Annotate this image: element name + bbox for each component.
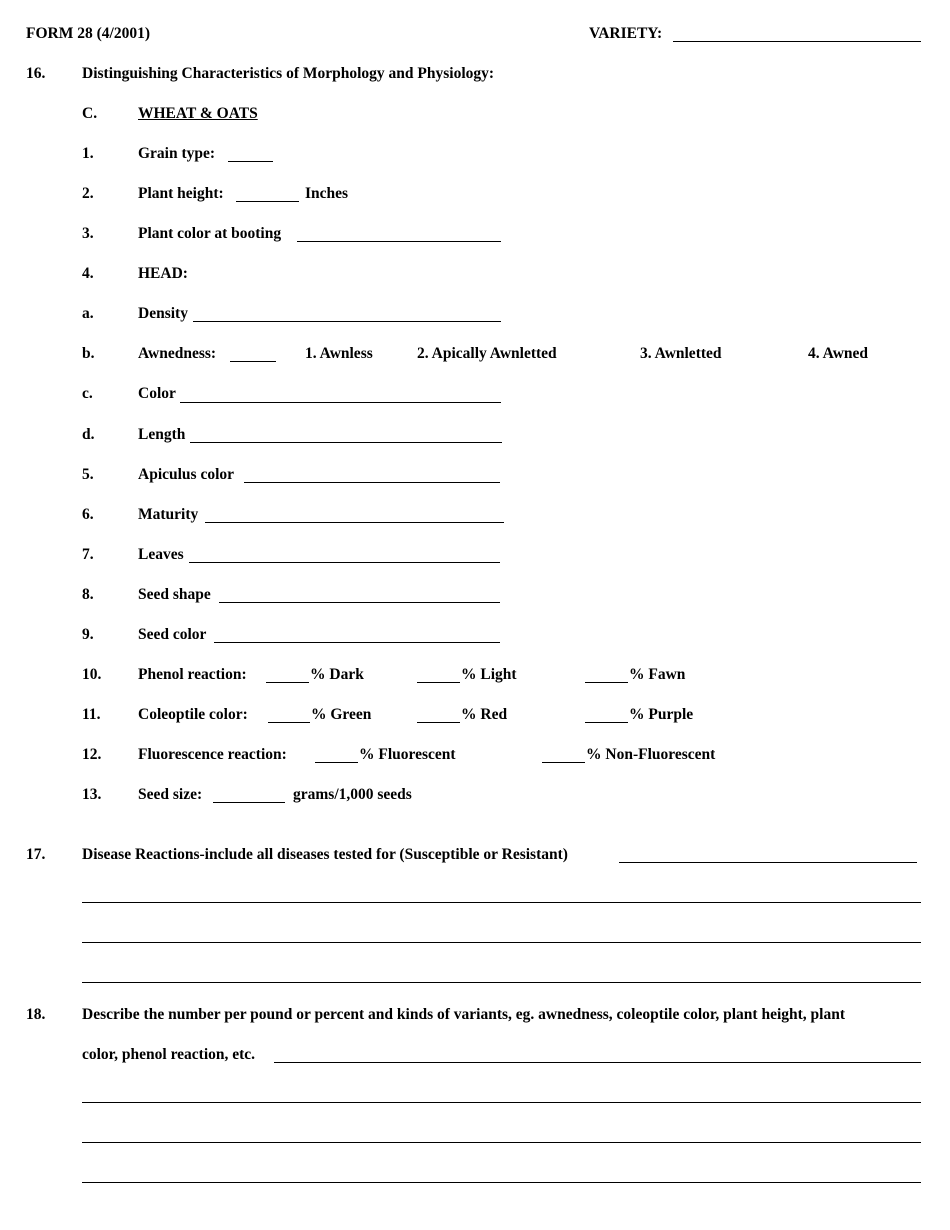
plant-height-label: Plant height: — [138, 185, 224, 202]
item-12-number: 12. — [82, 746, 102, 763]
section-18-number: 18. — [26, 1006, 46, 1023]
non-fluorescent-label: % Non-Fluorescent — [586, 746, 716, 763]
leaves-field[interactable] — [189, 562, 500, 563]
head-color-label: Color — [138, 385, 176, 402]
item-4-number: 4. — [82, 265, 94, 282]
subsection-c-title: WHEAT & OATS — [138, 105, 258, 122]
awnedness-field[interactable] — [230, 361, 276, 362]
fluorescent-field[interactable] — [315, 762, 358, 763]
phenol-light-field[interactable] — [417, 682, 460, 683]
non-fluorescent-field[interactable] — [542, 762, 585, 763]
coleoptile-red-field[interactable] — [417, 722, 460, 723]
head-color-field[interactable] — [180, 402, 501, 403]
fluorescence-reaction-label: Fluorescence reaction: — [138, 746, 287, 763]
phenol-dark-label: % Dark — [310, 666, 364, 683]
awnedness-option-1: 1. Awnless — [305, 345, 373, 362]
apiculus-color-label: Apiculus color — [138, 466, 235, 483]
awnedness-label: Awnedness: — [138, 345, 217, 362]
coleoptile-green-field[interactable] — [268, 722, 310, 723]
phenol-fawn-field[interactable] — [585, 682, 628, 683]
plant-color-label: Plant color at booting — [138, 225, 282, 242]
item-c-letter: c. — [82, 385, 93, 402]
variety-field[interactable] — [673, 41, 921, 42]
grain-type-field[interactable] — [228, 161, 273, 162]
head-label: HEAD: — [138, 265, 188, 282]
coleoptile-color-label: Coleoptile color: — [138, 706, 248, 723]
grain-type-label: Grain type: — [138, 145, 216, 162]
seed-shape-label: Seed shape — [138, 586, 211, 603]
item-b-letter: b. — [82, 345, 95, 362]
phenol-reaction-label: Phenol reaction: — [138, 666, 247, 683]
subsection-c-letter: C. — [82, 105, 98, 122]
section-16-number: 16. — [26, 65, 46, 82]
form-id: FORM 28 (4/2001) — [26, 25, 150, 42]
disease-reactions-field-line-1[interactable] — [619, 862, 917, 863]
disease-reactions-field-line-4[interactable] — [82, 982, 921, 983]
variety-label: VARIETY: — [589, 25, 663, 42]
item-1-number: 1. — [82, 145, 94, 162]
seed-shape-field[interactable] — [219, 602, 500, 603]
section-17-number: 17. — [26, 846, 46, 863]
head-length-label: Length — [138, 426, 186, 443]
phenol-dark-field[interactable] — [266, 682, 309, 683]
variants-description-line-1: Describe the number per pound or percent and kinds of variants, eg. awnedness, coleoptile color, plant height, plant — [82, 1006, 846, 1023]
apiculus-color-field[interactable] — [244, 482, 500, 483]
seed-color-label: Seed color — [138, 626, 207, 643]
disease-reactions-label: Disease Reactions-include all diseases tested for (Susceptible or Resistant) — [82, 846, 568, 863]
fluorescent-label: % Fluorescent — [359, 746, 456, 763]
coleoptile-red-label: % Red — [461, 706, 508, 723]
plant-height-unit: Inches — [305, 185, 349, 202]
phenol-light-label: % Light — [461, 666, 517, 683]
item-11-number: 11. — [82, 706, 101, 723]
variants-field-line-2[interactable] — [82, 1102, 921, 1103]
awnedness-option-2: 2. Apically Awnletted — [417, 345, 557, 362]
seed-color-field[interactable] — [214, 642, 500, 643]
awnedness-option-4: 4. Awned — [808, 345, 869, 362]
head-length-field[interactable] — [190, 442, 502, 443]
coleoptile-purple-field[interactable] — [585, 722, 628, 723]
item-6-number: 6. — [82, 506, 94, 523]
item-9-number: 9. — [82, 626, 94, 643]
variants-description-line-2: color, phenol reaction, etc. — [82, 1046, 256, 1063]
variants-field-line-4[interactable] — [82, 1182, 921, 1183]
item-13-number: 13. — [82, 786, 102, 803]
item-8-number: 8. — [82, 586, 94, 603]
item-3-number: 3. — [82, 225, 94, 242]
plant-height-field[interactable] — [236, 201, 299, 202]
plant-color-field[interactable] — [297, 241, 501, 242]
item-a-letter: a. — [82, 305, 94, 322]
item-7-number: 7. — [82, 546, 94, 563]
item-d-letter: d. — [82, 426, 95, 443]
item-10-number: 10. — [82, 666, 102, 683]
maturity-label: Maturity — [138, 506, 199, 523]
item-5-number: 5. — [82, 466, 94, 483]
disease-reactions-field-line-2[interactable] — [82, 902, 921, 903]
seed-size-label: Seed size: — [138, 786, 203, 803]
disease-reactions-field-line-3[interactable] — [82, 942, 921, 943]
awnedness-option-3: 3. Awnletted — [640, 345, 722, 362]
maturity-field[interactable] — [205, 522, 504, 523]
coleoptile-purple-label: % Purple — [629, 706, 694, 723]
density-field[interactable] — [193, 321, 501, 322]
seed-size-field[interactable] — [213, 802, 285, 803]
leaves-label: Leaves — [138, 546, 184, 563]
section-16-title: Distinguishing Characteristics of Morphology and Physiology: — [82, 65, 495, 82]
density-label: Density — [138, 305, 188, 322]
variants-field-line-1[interactable] — [274, 1062, 921, 1063]
coleoptile-green-label: % Green — [311, 706, 372, 723]
seed-size-unit: grams/1,000 seeds — [293, 786, 412, 803]
variants-field-line-3[interactable] — [82, 1142, 921, 1143]
item-2-number: 2. — [82, 185, 94, 202]
phenol-fawn-label: % Fawn — [629, 666, 686, 683]
